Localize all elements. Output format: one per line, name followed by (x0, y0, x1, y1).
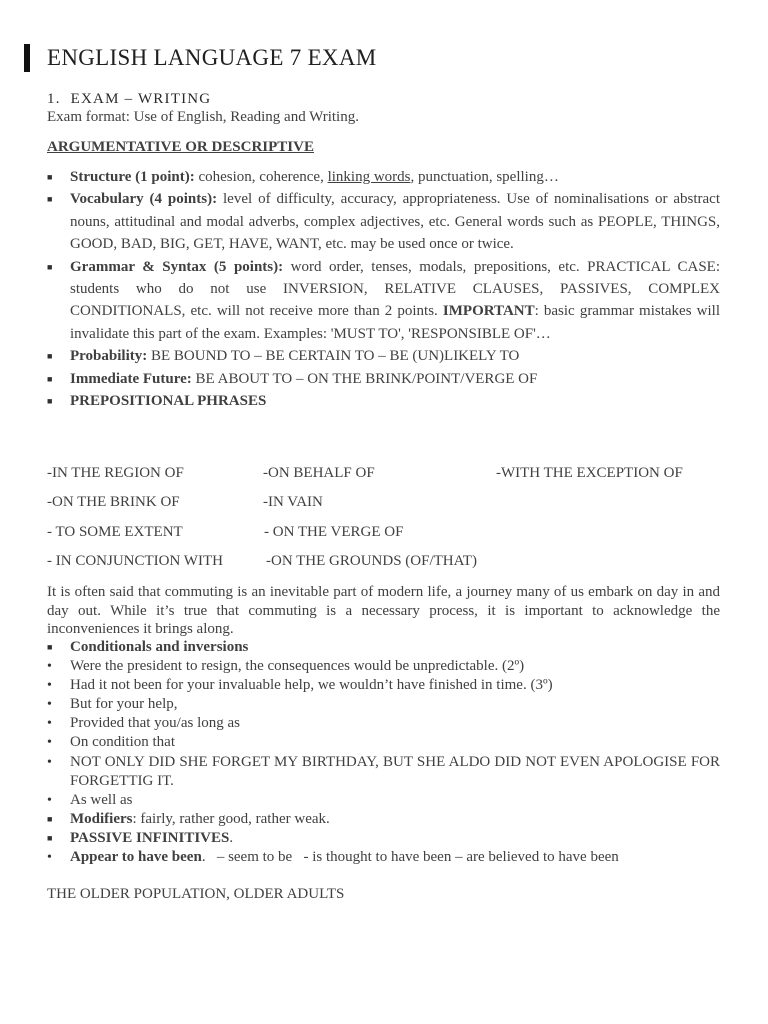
list-item-grammar-syntax: ■ Grammar & Syntax (5 points): word order, tenses, modals, prepositions, etc. PRACTICAL CASE: students who do not use INVERSION, RELATIVE CLAUSES, PASSIVES, COMPLEX CONDITIONALS, etc. will not receive more than 2 points. IMPORTANT: basic grammar mistakes will invalidate this part of the exam. Examples: 'MUST TO', 'RESPONSIBLE OF'… (47, 256, 720, 346)
round-bullet-icon: • (47, 792, 52, 808)
list-item-structure: ■ Structure (1 point): cohesion, coherence, linking words, punctuation, spelling… (47, 166, 720, 188)
list-item: • Had it not been for your invaluable help, we wouldn’t have finished in time. (3º) (47, 676, 720, 695)
phrase-text: - ON THE VERGE OF (264, 524, 404, 540)
phrase-row (47, 494, 720, 514)
phrase-text: -IN VAIN (263, 494, 323, 510)
criteria-list (47, 166, 720, 412)
list-item-prepositional-phrases: ■ PREPOSITIONAL PHRASES (47, 390, 720, 412)
list-item: • As well as (47, 791, 720, 810)
grammar-points-list (47, 638, 720, 867)
document-title: ENGLISH LANGUAGE 7 EXAM (47, 45, 377, 70)
square-bullet-icon: ■ (47, 194, 53, 205)
square-bullet-icon: ■ (47, 172, 53, 182)
square-bullet-icon: ■ (47, 642, 53, 652)
section-label: EXAM – WRITING (70, 91, 212, 107)
phrase-text: -ON BEHALF OF (263, 465, 375, 481)
commuting-paragraph: It is often said that commuting is an inevitable part of modern life, a journey many of us embark on day in and day out. While it’s true that commuting is a necessary process, it is important to acknowledge the inconveniences it brings along. (47, 584, 720, 638)
list-item: • Provided that you/as long as (47, 714, 720, 733)
list-item-vocabulary: ■ Vocabulary (4 points): level of difficulty, accuracy, appropriateness. Use of nominalisations or abstract nouns, attitudinal and modal adverbs, complex adjectives, etc. General words such as PEOPLE, THINGS, GOOD, BAD, BIG, GET, HAVE, WANT, etc. may be used once or twice. (47, 188, 720, 255)
round-bullet-icon: • (47, 697, 52, 713)
round-bullet-icon: • (47, 659, 52, 675)
round-bullet-icon: • (47, 735, 52, 751)
square-bullet-icon: ■ (47, 396, 53, 407)
square-bullet-icon: ■ (47, 261, 53, 272)
title-accent-bar (24, 44, 30, 72)
square-bullet-icon: ■ (47, 813, 53, 824)
square-bullet-icon: ■ (47, 832, 53, 843)
square-bullet-icon: ■ (47, 351, 53, 362)
phrase-row (47, 553, 720, 573)
closing-line: THE OLDER POPULATION, OLDER ADULTS (47, 886, 345, 902)
round-bullet-icon: • (47, 716, 52, 732)
list-item: • But for your help, (47, 695, 720, 714)
list-item: • Appear to have been. – seem to be - is thought to have been – are believed to have been (47, 848, 720, 867)
list-item: ■ Conditionals and inversions (47, 638, 720, 657)
list-item: ■ PASSIVE INFINITIVES. (47, 829, 720, 848)
phrase-text: -WITH THE EXCEPTION OF (496, 465, 683, 481)
list-item: • On condition that (47, 733, 720, 752)
section-heading (47, 91, 211, 108)
exam-format-line: Exam format: Use of English, Reading and Writing. (47, 109, 359, 125)
phrase-text: -IN THE REGION OF (47, 465, 184, 481)
list-item-probability: ■ Probability: BE BOUND TO – BE CERTAIN TO – BE (UN)LIKELY TO (47, 345, 720, 367)
list-item-immediate-future: ■ Immediate Future: BE ABOUT TO – ON THE BRINK/POINT/VERGE OF (47, 368, 720, 390)
phrase-row (47, 524, 720, 544)
linking-words-text: linking words (327, 169, 411, 185)
phrase-row (47, 465, 720, 485)
subheading-argumentative: ARGUMENTATIVE OR DESCRIPTIVE (47, 139, 314, 155)
list-item: • NOT ONLY DID SHE FORGET MY BIRTHDAY, BUT SHE ALDO DID NOT EVEN APOLOGISE FOR FORGETTIG IT. (47, 753, 720, 789)
section-number: 1. (47, 91, 61, 107)
phrase-text: - TO SOME EXTENT (47, 524, 183, 540)
phrase-text: - IN CONJUNCTION WITH (47, 553, 223, 569)
phrase-text: -ON THE BRINK OF (47, 494, 180, 510)
list-item: • Were the president to resign, the consequences would be unpredictable. (2º) (47, 657, 720, 676)
list-item: ■ Modifiers: fairly, rather good, rather weak. (47, 810, 720, 829)
square-bullet-icon: ■ (47, 373, 53, 384)
phrase-text: -ON THE GROUNDS (OF/THAT) (266, 553, 477, 569)
round-bullet-icon: • (47, 850, 52, 866)
round-bullet-icon: • (47, 754, 52, 770)
round-bullet-icon: • (47, 678, 52, 694)
